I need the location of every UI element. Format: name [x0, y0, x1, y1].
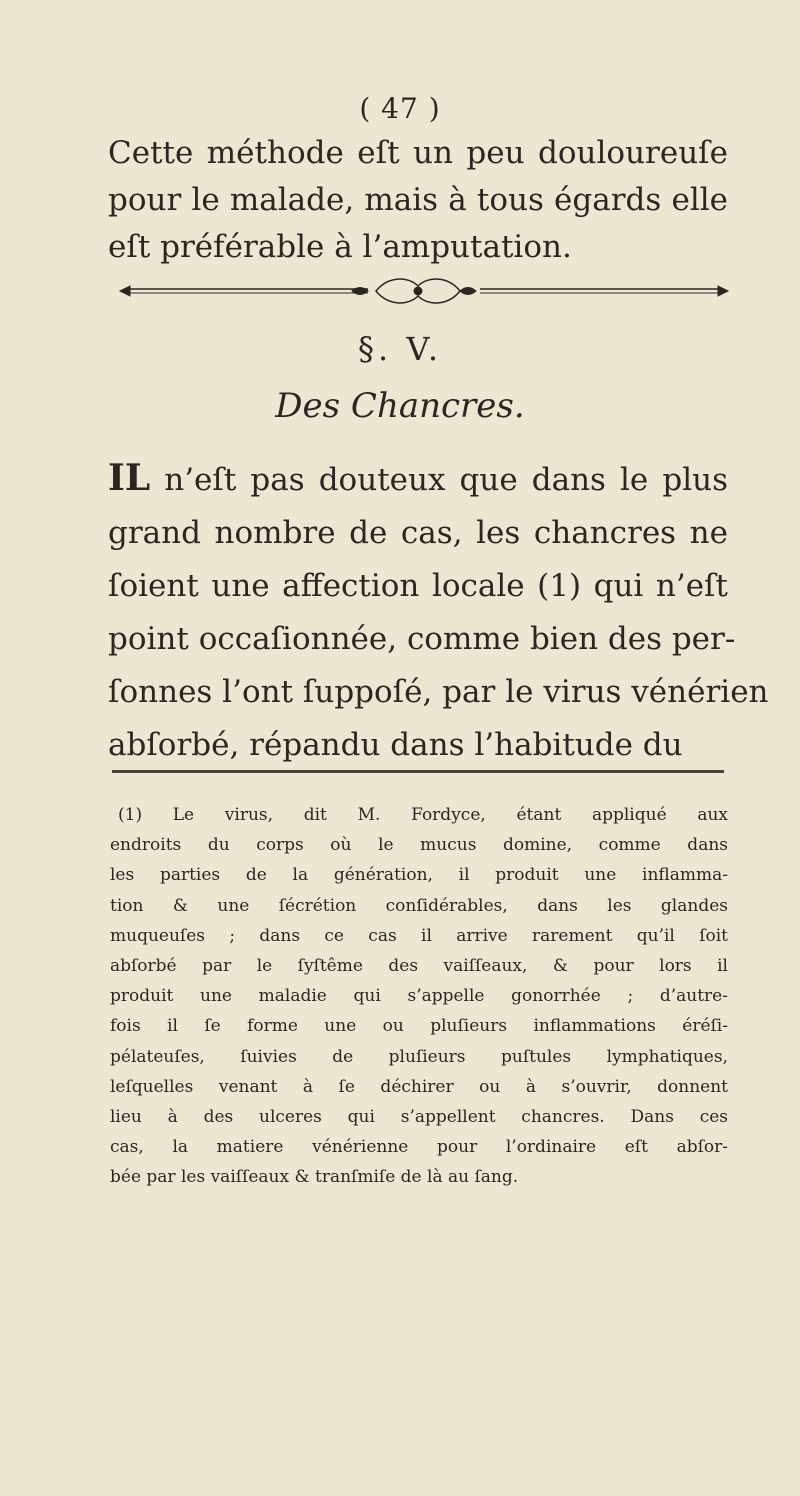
footnote-line: tion & une ſécrétion conſidérables, dans les glandes — [110, 895, 728, 916]
footnote-line: (1) Le virus, dit M. Fordyce, étant appliqué aux — [118, 805, 728, 825]
decorative-divider-ornament — [118, 276, 730, 306]
footnote-line: pélateuſes, ſuivies de pluſieurs puſtules lymphatiques, — [110, 1046, 728, 1067]
footnote-line: les parties de la génération, il produit une inflamma- — [110, 865, 728, 886]
main-paragraph — [108, 452, 769, 772]
footnote-line: leſquelles venant à ſe déchirer ou à s’ouvrir, donnent — [110, 1076, 728, 1097]
footnote-line: lieu à des ulceres qui s’appellent chancres. Dans ces — [110, 1107, 728, 1128]
text-line: pour le malade, mais à tous égards elle — [108, 182, 728, 218]
section-number: §. V. — [357, 330, 443, 368]
text-line — [108, 452, 728, 507]
footnote-line: muqueuſes ; dans ce cas il arrive rarement qu’il ſoit — [110, 925, 728, 946]
drop-capital: IL — [108, 457, 151, 499]
footnote-line: abſorbé par le ſyſtême des vaiſſeaux, & pour lors il — [110, 956, 728, 977]
section-title: Des Chancres. — [275, 386, 525, 426]
page-number: ( 47 ) — [359, 92, 441, 125]
footnote-line: cas, la matiere vénérienne pour l’ordinaire eſt abſor- — [110, 1137, 728, 1158]
text-line: ſoient une affection locale (1) qui n’eſt — [108, 568, 728, 604]
text-line-rest: n’eſt pas douteux que dans le plus — [164, 462, 728, 498]
footnote-line: produit une maladie qui s’appelle gonorrhée ; d’autre- — [110, 986, 728, 1007]
footnote-separator-rule — [112, 770, 724, 773]
footnote — [110, 800, 728, 1193]
footnote-line: fois il ſe forme une ou pluſieurs inflammations éréſi- — [110, 1016, 728, 1037]
footnote-line: bée par les vaiſſeaux & tranſmiſe de là au ſang. — [110, 1167, 519, 1188]
text-line: Cette méthode eſt un peu douloureuſe — [108, 135, 728, 171]
text-line: point occaſionnée, comme bien des per- — [108, 621, 736, 657]
text-line: eſt préférable à l’amputation. — [108, 229, 572, 265]
footnote-line: endroits du corps où le mucus domine, comme dans — [110, 835, 728, 856]
text-line: ſonnes l’ont ſuppoſé, par le virus vénérien — [108, 674, 769, 710]
text-line: grand nombre de cas, les chancres ne — [108, 515, 728, 551]
text-line: abſorbé, répandu dans l’habitude du — [108, 727, 683, 763]
intro-paragraph — [108, 130, 728, 271]
